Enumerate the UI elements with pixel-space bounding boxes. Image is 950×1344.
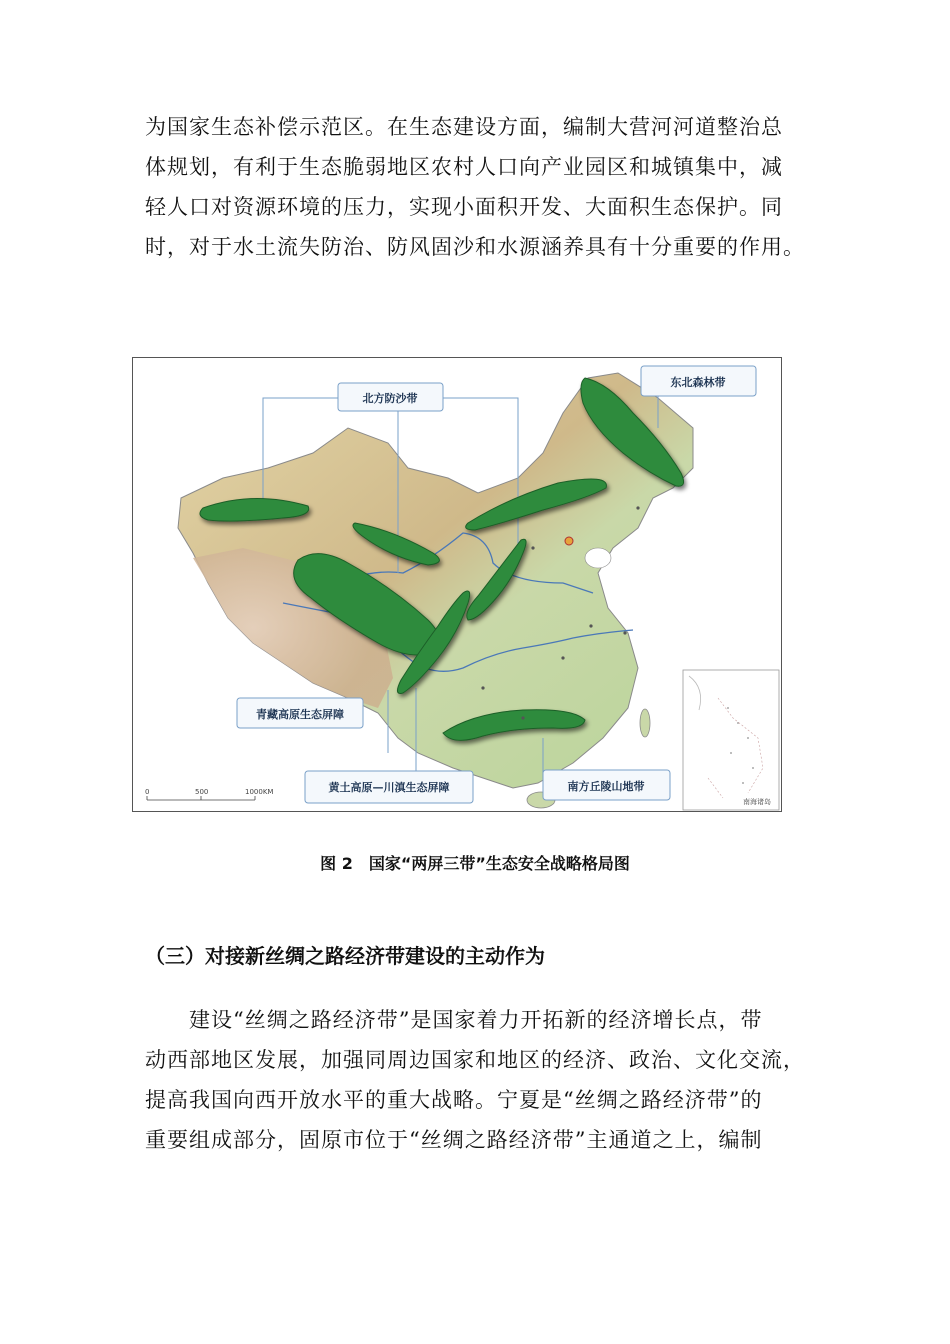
scale-bar [147,796,255,800]
svg-text:黄土高原—川滇生态屏障: 黄土高原—川滇生态屏障 [328,781,450,794]
south-china-sea-inset [683,670,779,810]
label-south-hills [543,770,670,800]
svg-text:1000KM: 1000KM [245,788,274,796]
svg-text:南海诸岛: 南海诸岛 [743,798,771,806]
section-heading: （三）对接新丝绸之路经济带建设的主动作为 [145,944,545,968]
label-qinghai-tibet [237,698,363,728]
china-map [133,358,782,812]
svg-text:北方防沙带: 北方防沙带 [362,392,418,405]
text-line: 为国家生态补偿示范区。在生态建设方面，编制大营河河道整治总 [145,115,783,139]
svg-text:0: 0 [145,788,150,796]
text-line: 动西部地区发展，加强同周边国家和地区的经济、政治、文化交流， [145,1048,805,1072]
text-line: 时，对于水土流失防治、防风固沙和水源涵养具有十分重要的作用。 [145,235,805,259]
figure-caption: 图 2 国家“两屏三带”生态安全战略格局图 [320,854,630,873]
label-northeast-forest [641,366,756,396]
text-line: 轻人口对资源环境的压力，实现小面积开发、大面积生态保护。同 [145,195,783,219]
label-loess-sichuan [305,771,473,803]
ecological-map-figure [132,357,782,812]
text-line: 提高我国向西开放水平的重大战略。宁夏是“丝绸之路经济带”的 [145,1088,763,1112]
text-line: 体规划，有利于生态脆弱地区农村人口向产业园区和城镇集中，减 [145,155,783,179]
text-line: 重要组成部分，固原市位于“丝绸之路经济带”主通道之上，编制 [145,1128,763,1152]
svg-text:青藏高原生态屏障: 青藏高原生态屏障 [256,708,344,721]
svg-text:东北森林带: 东北森林带 [670,376,726,389]
svg-text:南方丘陵山地带: 南方丘陵山地带 [567,780,645,793]
label-north-sand [338,383,443,411]
svg-text:500: 500 [195,788,209,796]
text-line: 建设“丝绸之路经济带”是国家着力开拓新的经济增长点，带 [189,1008,763,1032]
paragraph-top [145,107,815,267]
capital-marker [565,537,573,545]
paragraph-bottom [145,1000,815,1160]
